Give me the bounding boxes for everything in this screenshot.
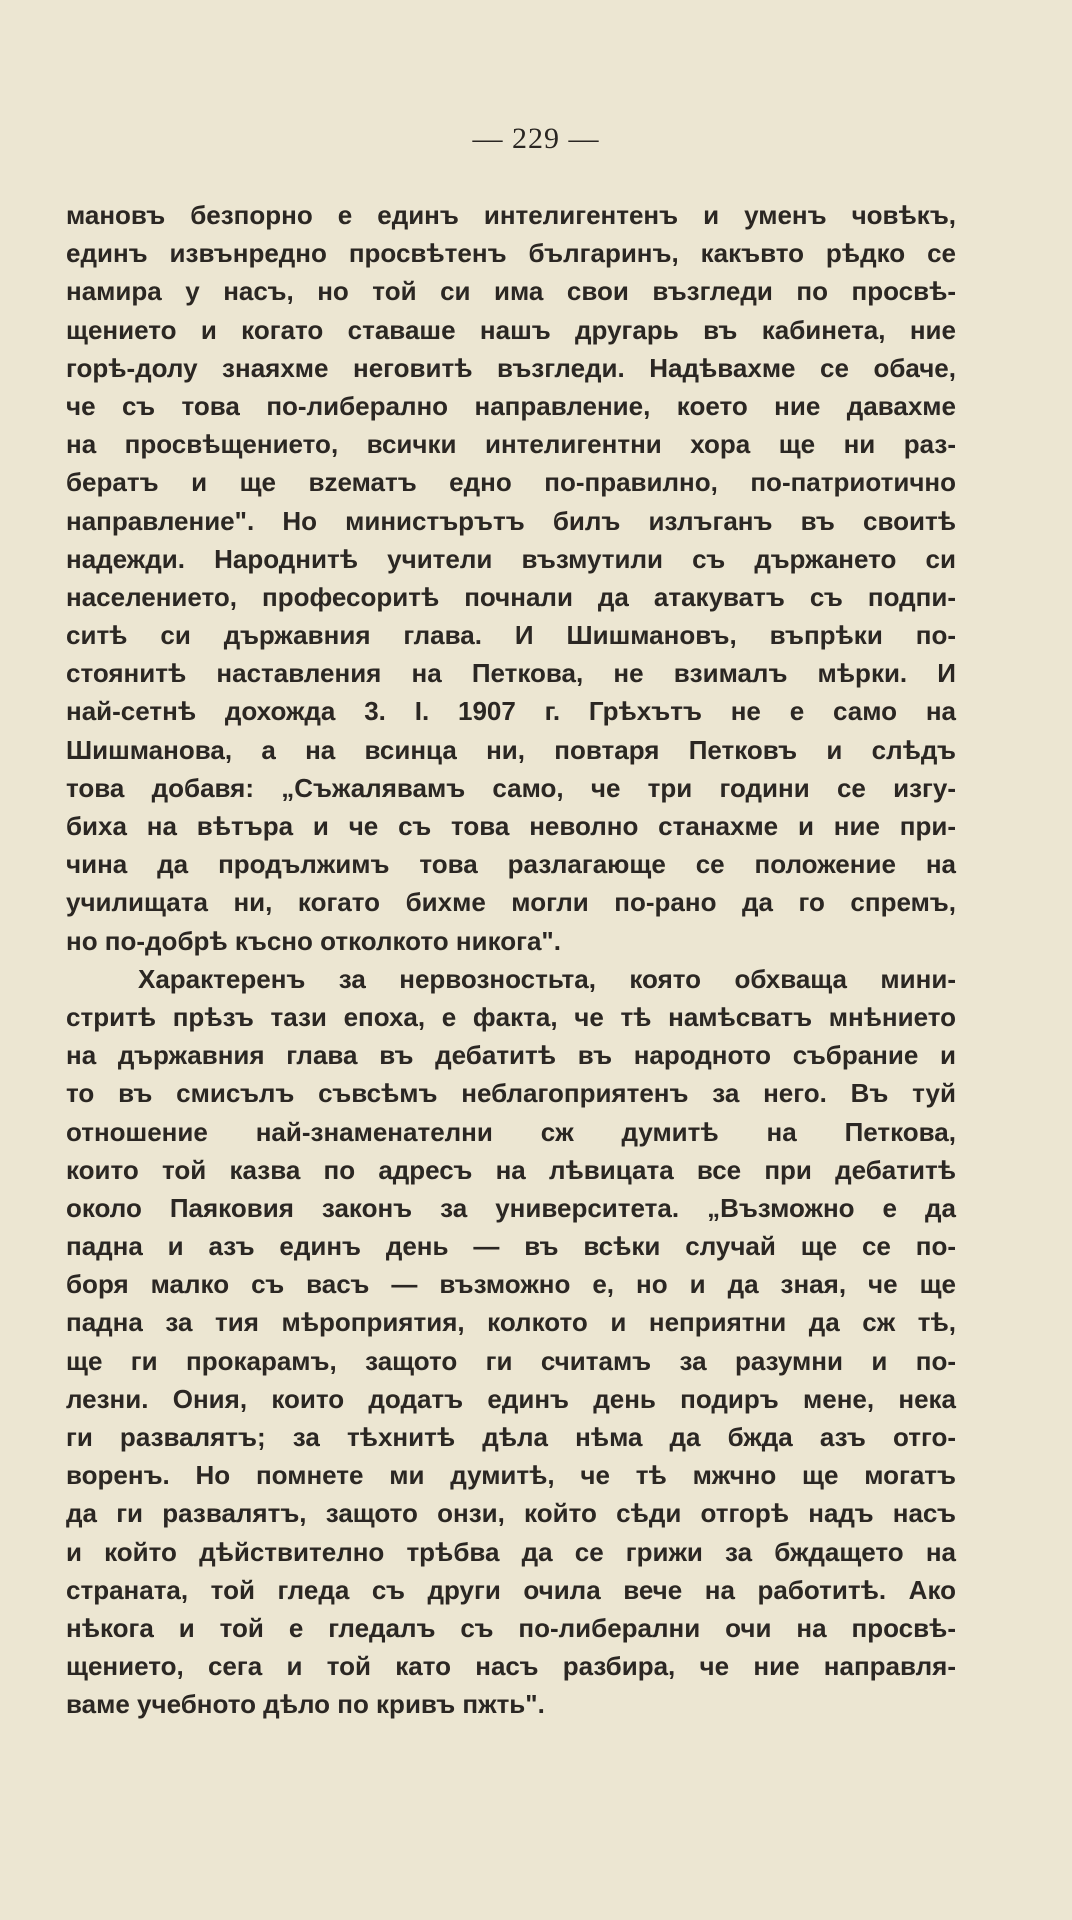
text-line: бератъ и ще вzематъ едно по-правилно, по-патриотично: [66, 467, 956, 498]
text-line: училищата ни, когато бихме могли по-рано да го спремъ,: [66, 887, 956, 918]
text-line: ваме учебното дѣло по кривъ пжть".: [66, 1689, 545, 1720]
text-line: чина да продължимъ това разлагающе се положение на: [66, 849, 956, 880]
text-line: воренъ. Но помнете ми думитѣ, че тѣ мжчно ще могатъ: [66, 1460, 956, 1491]
text-line: отношение най-знаменателни сж думитѣ на Петкова,: [66, 1116, 956, 1147]
text-line: щението, сега и той като насъ разбира, че ние направля-: [66, 1651, 956, 1682]
text-line: но по-добрѣ късно отколкото никога".: [66, 925, 561, 956]
text-line: щението и когато ставаше нашъ другарь въ кабинета, ние: [66, 314, 956, 345]
text-line: ще ги прокарамъ, защото ги считамъ за разумни и по-: [66, 1345, 956, 1376]
text-line: да ги развалятъ, защото онзи, който сѣди отгорѣ надъ насъ: [66, 1498, 956, 1529]
text-line: най-сетнѣ дохожда 3. I. 1907 г. Грѣхътъ не е само на: [66, 696, 956, 727]
text-line: мановъ безпорно е единъ интелигентенъ и уменъ човѣкъ,: [66, 200, 956, 230]
text-line: падна и азъ единъ день — въ всѣки случай ще се по-: [66, 1231, 956, 1262]
text-line: Характеренъ за нервозностьта, която обхваща мини-: [138, 963, 956, 994]
text-line: лезни. Ония, които додатъ единъ день подиръ мене, нека: [66, 1383, 956, 1414]
page-number: — 229 —: [472, 122, 600, 155]
text-line: страната, той гледа съ други очила вече на работитѣ. Ако: [66, 1574, 956, 1605]
text-line: че съ това по-либерално направление, което ние давахме: [66, 390, 956, 421]
text-line: боря малко съ васъ — възможно е, но и да зная, че ще: [66, 1269, 956, 1300]
text-line: на държавния глава въ дебатитѣ въ народното събрание и: [66, 1040, 956, 1071]
paragraph-2: [66, 960, 956, 1724]
text-line: и който дѣйствително трѣбва да се грижи за бждащето на: [66, 1536, 956, 1567]
text-line: това добавя: „Съжалявамъ само, че три години се изгу-: [66, 772, 956, 803]
text-line: Шишманова, а на всинца ни, повтаря Петковъ и слѣдъ: [66, 734, 956, 765]
text-line: намира у насъ, но той си има свои възгледи по просвѣ-: [66, 276, 956, 307]
text-line: направление". Но министърътъ билъ излъганъ въ своитѣ: [66, 505, 956, 536]
text-line: стоянитѣ наставления на Петкова, не взималъ мѣрки. И: [66, 658, 956, 689]
text-line: на просвѣщението, всички интелигентни хора ще ни раз-: [66, 429, 956, 460]
paragraph-1: [66, 196, 956, 960]
text-line: около Паяковия законъ за университета. „Възможно е да: [66, 1192, 956, 1223]
text-line: стритѣ прѣзъ тази епоха, е факта, че тѣ намѣсватъ мнѣнието: [66, 1001, 956, 1032]
text-line: единъ извънредно просвѣтенъ българинъ, какъвто рѣдко се: [66, 238, 956, 269]
body-text: [66, 196, 956, 1724]
text-line: надежди. Народнитѣ учители възмутили съ държането си: [66, 543, 956, 574]
text-line: биха на вѣтъра и че съ това неволно станахме и ние при-: [66, 811, 956, 841]
text-line: то въ смисълъ съвсѣмъ неблагоприятенъ за него. Въ туй: [66, 1078, 956, 1109]
text-line: падна за тия мѣроприятия, колкото и неприятни да сж тѣ,: [66, 1307, 956, 1338]
text-line: ситѣ си държавния глава. И Шишмановъ, въпрѣки по-: [66, 620, 956, 651]
text-line: нѣкога и той е гледалъ съ по-либерални очи на просвѣ-: [66, 1612, 956, 1643]
text-line: ги развалятъ; за тѣхнитѣ дѣла нѣма да бжда азъ отго-: [66, 1422, 956, 1452]
text-line: които той казва по адресъ на лѣвицата все при дебатитѣ: [66, 1154, 956, 1185]
text-line: горѣ-долу знаяхме неговитѣ възгледи. Надѣвахме се обаче,: [66, 352, 956, 383]
text-line: населението, професоритѣ почнали да атакуватъ съ подпи-: [66, 581, 956, 612]
